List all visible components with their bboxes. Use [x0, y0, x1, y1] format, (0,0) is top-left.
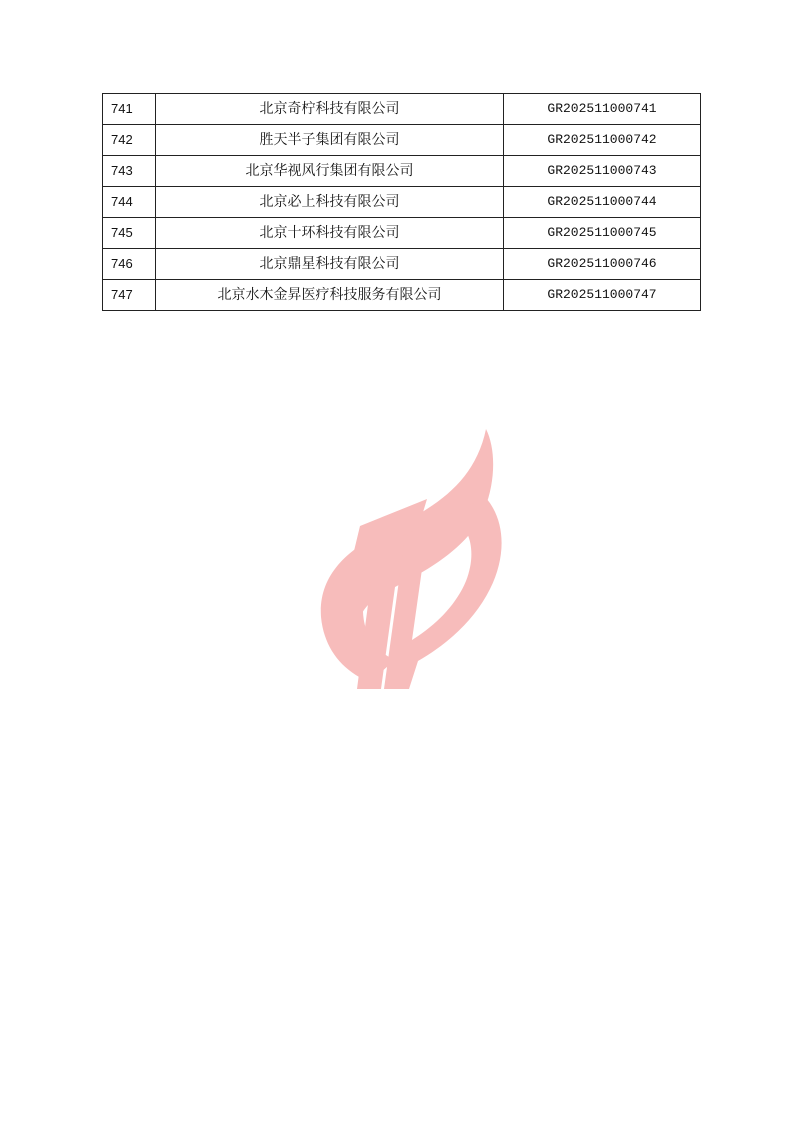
row-number-cell: 741	[103, 94, 156, 125]
company-table	[102, 93, 701, 311]
table-row	[103, 249, 701, 280]
company-table-container	[102, 93, 690, 311]
certificate-code-cell: GR202511000745	[504, 218, 701, 249]
table-row	[103, 187, 701, 218]
company-name-cell: 北京必上科技有限公司	[156, 187, 504, 218]
company-table-body	[103, 94, 701, 311]
table-row	[103, 94, 701, 125]
row-number-cell: 744	[103, 187, 156, 218]
row-number-cell: 747	[103, 280, 156, 311]
row-number-cell: 746	[103, 249, 156, 280]
company-name-cell: 北京奇柠科技有限公司	[156, 94, 504, 125]
company-name-cell: 北京鼎星科技有限公司	[156, 249, 504, 280]
certificate-code-cell: GR202511000743	[504, 156, 701, 187]
certificate-code-cell: GR202511000742	[504, 125, 701, 156]
company-name-cell: 北京水木金昇医疗科技服务有限公司	[156, 280, 504, 311]
table-row	[103, 280, 701, 311]
table-row	[103, 218, 701, 249]
ctp-flame-logo-icon	[310, 425, 515, 695]
certificate-code-cell: GR202511000746	[504, 249, 701, 280]
company-name-cell: 北京华视风行集团有限公司	[156, 156, 504, 187]
table-row	[103, 156, 701, 187]
company-name-cell: 胜天半子集团有限公司	[156, 125, 504, 156]
row-number-cell: 743	[103, 156, 156, 187]
certificate-code-cell: GR202511000741	[504, 94, 701, 125]
certificate-code-cell: GR202511000744	[504, 187, 701, 218]
row-number-cell: 742	[103, 125, 156, 156]
table-row	[103, 125, 701, 156]
certificate-code-cell: GR202511000747	[504, 280, 701, 311]
company-name-cell: 北京十环科技有限公司	[156, 218, 504, 249]
row-number-cell: 745	[103, 218, 156, 249]
